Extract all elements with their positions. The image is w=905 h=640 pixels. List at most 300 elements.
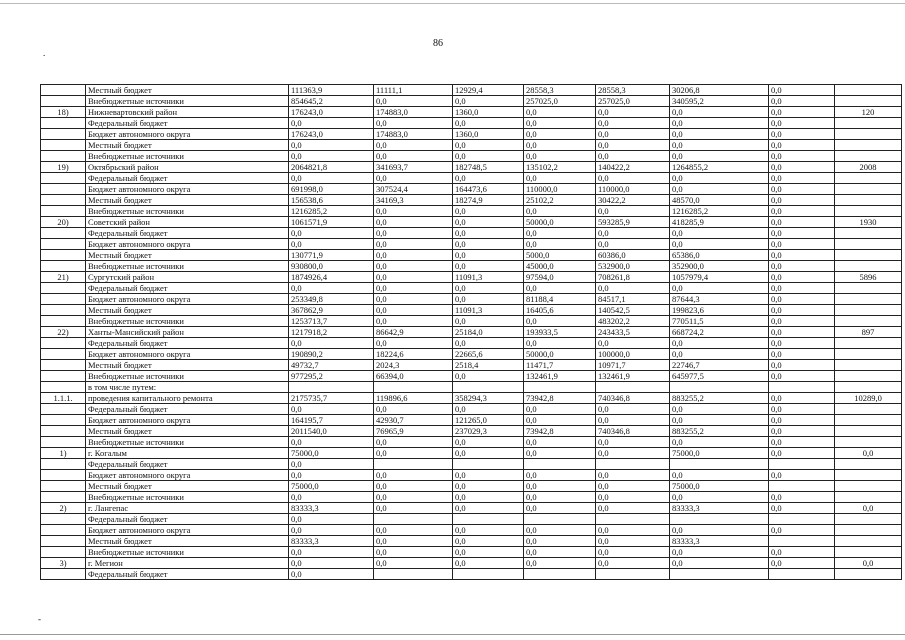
cell-year-2-value: 0,0 [453, 140, 524, 151]
cell-capacity-value [835, 206, 902, 217]
cell-year-4-value: 140422,2 [596, 162, 670, 173]
table-row [41, 569, 902, 580]
cell-year-5-value: 65386,0 [670, 250, 769, 261]
table-row [41, 217, 902, 228]
cell-total-value: 0,0 [289, 118, 374, 129]
cell-row-number: 18) [41, 107, 86, 118]
cell-row-number [41, 569, 86, 580]
cell-year-1-value: 0,0 [374, 239, 453, 250]
cell-year-3-value: 97594,0 [524, 272, 596, 283]
cell-capacity-value [835, 514, 902, 525]
cell-year-2-value: 0,0 [453, 228, 524, 239]
cell-total-value: 0,0 [289, 569, 374, 580]
cell-year-2-value: 0,0 [453, 503, 524, 514]
cell-row-number: 3) [41, 558, 86, 569]
cell-year-4-value: 0,0 [596, 129, 670, 140]
cell-capacity-value: 10289,0 [835, 393, 902, 404]
cell-year-1-value: 0,0 [374, 536, 453, 547]
cell-year-4-value: 0,0 [596, 118, 670, 129]
cell-year-3-value: 110000,0 [524, 184, 596, 195]
cell-year-2-value: 0,0 [453, 118, 524, 129]
cell-extra-value: 0,0 [769, 118, 835, 129]
table-row [41, 184, 902, 195]
cell-year-2-value: 1360,0 [453, 129, 524, 140]
cell-row-number [41, 184, 86, 195]
cell-extra-value: 0,0 [769, 371, 835, 382]
cell-row-number [41, 316, 86, 327]
cell-capacity-value [835, 184, 902, 195]
cell-year-3-value: 16405,6 [524, 305, 596, 316]
cell-total-value: 1216285,2 [289, 206, 374, 217]
cell-year-3-value: 0,0 [524, 404, 596, 415]
cell-year-5-value: 0,0 [670, 151, 769, 162]
cell-row-label: Внебюджетные источники [86, 492, 289, 503]
cell-year-5-value: 1057979,4 [670, 272, 769, 283]
cell-row-number: 20) [41, 217, 86, 228]
cell-row-number [41, 404, 86, 415]
cell-year-5-value: 0,0 [670, 173, 769, 184]
cell-year-1-value: 0,0 [374, 206, 453, 217]
cell-year-1-value: 0,0 [374, 283, 453, 294]
cell-year-5-value: 0,0 [670, 525, 769, 536]
cell-row-label: Местный бюджет [86, 426, 289, 437]
cell-row-label: г. Мегион [86, 558, 289, 569]
cell-row-label: Внебюджетные источники [86, 151, 289, 162]
cell-extra-value: 0,0 [769, 96, 835, 107]
cell-row-number [41, 206, 86, 217]
cell-year-2-value: 164473,6 [453, 184, 524, 195]
cell-capacity-value [835, 195, 902, 206]
cell-row-label: Федеральный бюджет [86, 283, 289, 294]
cell-year-1-value: 42930,7 [374, 415, 453, 426]
cell-year-2-value: 0,0 [453, 239, 524, 250]
cell-extra-value: 0,0 [769, 316, 835, 327]
cell-year-2-value: 0,0 [453, 151, 524, 162]
cell-year-4-value: 0,0 [596, 206, 670, 217]
cell-row-number: 1.1.1. [41, 393, 86, 404]
cell-row-label: Местный бюджет [86, 481, 289, 492]
cell-total-value: 0,0 [289, 459, 374, 470]
cell-year-1-value: 0,0 [374, 470, 453, 481]
cell-year-3-value: 257025,0 [524, 96, 596, 107]
cell-year-2-value: 0,0 [453, 558, 524, 569]
table-row [41, 514, 902, 525]
table-row [41, 85, 902, 96]
cell-year-4-value: 100000,0 [596, 349, 670, 360]
cell-year-4-value: 0,0 [596, 503, 670, 514]
cell-extra-value: 0,0 [769, 360, 835, 371]
cell-year-3-value: 45000,0 [524, 261, 596, 272]
cell-capacity-value [835, 525, 902, 536]
cell-year-2-value: 0,0 [453, 294, 524, 305]
cell-capacity-value: 0,0 [835, 558, 902, 569]
cell-year-4-value [596, 459, 670, 470]
cell-year-5-value: 75000,0 [670, 448, 769, 459]
cell-year-5-value: 0,0 [670, 492, 769, 503]
cell-row-number: 22) [41, 327, 86, 338]
cell-row-number [41, 118, 86, 129]
cell-row-label: проведения капитального ремонта [86, 393, 289, 404]
cell-extra-value: 0,0 [769, 173, 835, 184]
page-number: 86 [433, 38, 443, 49]
cell-row-label: Внебюджетные источники [86, 96, 289, 107]
cell-row-number: 21) [41, 272, 86, 283]
table-row [41, 162, 902, 173]
cell-row-label: Сургутский район [86, 272, 289, 283]
cell-capacity-value [835, 437, 902, 448]
table-row [41, 129, 902, 140]
cell-extra-value: 0,0 [769, 393, 835, 404]
cell-row-number [41, 228, 86, 239]
cell-year-5-value: 340595,2 [670, 96, 769, 107]
cell-capacity-value [835, 261, 902, 272]
cell-year-4-value: 60386,0 [596, 250, 670, 261]
cell-year-5-value: 770511,5 [670, 316, 769, 327]
cell-year-5-value: 352900,0 [670, 261, 769, 272]
cell-capacity-value [835, 404, 902, 415]
cell-year-5-value: 83333,3 [670, 536, 769, 547]
table-row [41, 118, 902, 129]
cell-total-value: 75000,0 [289, 448, 374, 459]
table-row [41, 316, 902, 327]
cell-extra-value: 0,0 [769, 525, 835, 536]
cell-extra-value: 0,0 [769, 195, 835, 206]
cell-year-5-value: 0,0 [670, 118, 769, 129]
cell-year-5-value: 0,0 [670, 547, 769, 558]
cell-total-value: 0,0 [289, 492, 374, 503]
cell-year-3-value: 0,0 [524, 503, 596, 514]
cell-capacity-value [835, 140, 902, 151]
cell-year-3-value: 0,0 [524, 558, 596, 569]
cell-year-1-value [374, 382, 453, 393]
table-row [41, 272, 902, 283]
cell-total-value: 0,0 [289, 151, 374, 162]
cell-capacity-value [835, 569, 902, 580]
cell-capacity-value: 5896 [835, 272, 902, 283]
table-row [41, 294, 902, 305]
cell-year-3-value: 0,0 [524, 118, 596, 129]
cell-extra-value: 0,0 [769, 338, 835, 349]
budget-table [40, 84, 902, 580]
cell-row-number: 2) [41, 503, 86, 514]
cell-year-1-value [374, 514, 453, 525]
cell-year-2-value: 0,0 [453, 96, 524, 107]
cell-row-number [41, 415, 86, 426]
cell-row-label: в том числе путем: [86, 382, 289, 393]
cell-row-number [41, 547, 86, 558]
cell-total-value: 930800,0 [289, 261, 374, 272]
cell-extra-value: 0,0 [769, 151, 835, 162]
cell-total-value: 977295,2 [289, 371, 374, 382]
cell-total-value: 1217918,2 [289, 327, 374, 338]
cell-row-label: Внебюджетные источники [86, 371, 289, 382]
table-row [41, 558, 902, 569]
cell-extra-value [769, 481, 835, 492]
cell-row-label: Федеральный бюджет [86, 569, 289, 580]
table-row [41, 173, 902, 184]
cell-extra-value [769, 536, 835, 547]
cell-year-5-value: 645977,5 [670, 371, 769, 382]
cell-row-label: Внебюджетные источники [86, 437, 289, 448]
cell-year-4-value: 0,0 [596, 415, 670, 426]
cell-year-1-value: 0,0 [374, 261, 453, 272]
cell-row-label: Бюджет автономного округа [86, 415, 289, 426]
cell-year-4-value: 0,0 [596, 437, 670, 448]
cell-year-4-value: 28558,3 [596, 85, 670, 96]
cell-year-1-value: 341693,7 [374, 162, 453, 173]
cell-extra-value: 0,0 [769, 558, 835, 569]
cell-capacity-value [835, 492, 902, 503]
cell-year-4-value: 110000,0 [596, 184, 670, 195]
cell-year-1-value: 66394,0 [374, 371, 453, 382]
cell-year-2-value: 22665,6 [453, 349, 524, 360]
table-row [41, 195, 902, 206]
cell-total-value: 2011540,0 [289, 426, 374, 437]
cell-year-2-value: 11091,3 [453, 305, 524, 316]
cell-capacity-value [835, 470, 902, 481]
cell-year-3-value: 0,0 [524, 437, 596, 448]
cell-row-label: Бюджет автономного округа [86, 239, 289, 250]
table-row [41, 327, 902, 338]
cell-year-2-value: 182748,5 [453, 162, 524, 173]
cell-year-3-value: 0,0 [524, 547, 596, 558]
cell-year-5-value [670, 569, 769, 580]
cell-row-label: Федеральный бюджет [86, 404, 289, 415]
cell-year-1-value: 0,0 [374, 503, 453, 514]
table-row [41, 96, 902, 107]
cell-row-number [41, 173, 86, 184]
cell-capacity-value: 897 [835, 327, 902, 338]
cell-row-label: Бюджет автономного округа [86, 349, 289, 360]
cell-year-4-value: 0,0 [596, 151, 670, 162]
cell-row-number [41, 536, 86, 547]
cell-row-number [41, 305, 86, 316]
cell-row-label: Советский район [86, 217, 289, 228]
cell-extra-value: 0,0 [769, 448, 835, 459]
cell-total-value [289, 382, 374, 393]
cell-year-1-value: 0,0 [374, 492, 453, 503]
cell-row-number [41, 360, 86, 371]
cell-capacity-value [835, 151, 902, 162]
cell-year-5-value: 87644,3 [670, 294, 769, 305]
cell-row-label: Местный бюджет [86, 536, 289, 547]
cell-year-2-value: 25184,0 [453, 327, 524, 338]
cell-year-4-value: 140542,5 [596, 305, 670, 316]
cell-year-3-value: 25102,2 [524, 195, 596, 206]
cell-year-5-value: 418285,9 [670, 217, 769, 228]
cell-year-2-value: 0,0 [453, 173, 524, 184]
cell-year-1-value: 307524,4 [374, 184, 453, 195]
cell-year-3-value: 0,0 [524, 415, 596, 426]
table-row [41, 371, 902, 382]
cell-year-2-value: 0,0 [453, 371, 524, 382]
cell-capacity-value: 0,0 [835, 503, 902, 514]
cell-extra-value: 0,0 [769, 492, 835, 503]
cell-row-number [41, 481, 86, 492]
cell-year-4-value: 483202,2 [596, 316, 670, 327]
cell-total-value: 0,0 [289, 283, 374, 294]
cell-year-1-value: 34169,3 [374, 195, 453, 206]
table-row [41, 393, 902, 404]
cell-year-2-value: 0,0 [453, 536, 524, 547]
cell-extra-value [769, 569, 835, 580]
cell-extra-value: 0,0 [769, 250, 835, 261]
cell-year-3-value: 0,0 [524, 536, 596, 547]
cell-row-label: Бюджет автономного округа [86, 184, 289, 195]
cell-year-2-value: 0,0 [453, 448, 524, 459]
cell-total-value: 190890,2 [289, 349, 374, 360]
cell-year-2-value [453, 459, 524, 470]
cell-extra-value: 0,0 [769, 107, 835, 118]
cell-row-label: Бюджет автономного округа [86, 294, 289, 305]
cell-year-4-value: 0,0 [596, 547, 670, 558]
cell-row-label: Внебюджетные источники [86, 547, 289, 558]
cell-extra-value: 0,0 [769, 415, 835, 426]
cell-year-2-value: 358294,3 [453, 393, 524, 404]
cell-capacity-value [835, 360, 902, 371]
cell-year-3-value: 0,0 [524, 228, 596, 239]
cell-row-number [41, 382, 86, 393]
cell-total-value: 691998,0 [289, 184, 374, 195]
cell-year-5-value: 0,0 [670, 107, 769, 118]
cell-year-4-value: 532900,0 [596, 261, 670, 272]
cell-year-1-value: 0,0 [374, 118, 453, 129]
cell-total-value: 164195,7 [289, 415, 374, 426]
cell-year-1-value: 11111,1 [374, 85, 453, 96]
table-row [41, 481, 902, 492]
cell-row-label: Местный бюджет [86, 85, 289, 96]
cell-year-1-value: 0,0 [374, 448, 453, 459]
cell-extra-value: 0,0 [769, 437, 835, 448]
cell-capacity-value [835, 118, 902, 129]
cell-year-4-value: 257025,0 [596, 96, 670, 107]
cell-year-4-value: 0,0 [596, 283, 670, 294]
cell-year-5-value [670, 382, 769, 393]
cell-year-4-value: 0,0 [596, 558, 670, 569]
cell-year-4-value: 0,0 [596, 228, 670, 239]
cell-extra-value: 0,0 [769, 239, 835, 250]
cell-total-value: 0,0 [289, 470, 374, 481]
cell-capacity-value [835, 305, 902, 316]
cell-total-value: 176243,0 [289, 129, 374, 140]
cell-extra-value: 0,0 [769, 305, 835, 316]
cell-extra-value: 0,0 [769, 129, 835, 140]
cell-row-number [41, 514, 86, 525]
cell-extra-value: 0,0 [769, 294, 835, 305]
cell-row-number [41, 426, 86, 437]
cell-row-label: Федеральный бюджет [86, 228, 289, 239]
cell-year-1-value [374, 569, 453, 580]
cell-year-4-value: 10971,7 [596, 360, 670, 371]
cell-capacity-value [835, 415, 902, 426]
cell-capacity-value [835, 371, 902, 382]
cell-year-4-value: 0,0 [596, 470, 670, 481]
cell-year-2-value: 11091,3 [453, 272, 524, 283]
cell-capacity-value [835, 459, 902, 470]
cell-row-label: Местный бюджет [86, 305, 289, 316]
cell-row-number [41, 140, 86, 151]
cell-year-4-value: 0,0 [596, 107, 670, 118]
cell-year-2-value: 0,0 [453, 206, 524, 217]
cell-row-number [41, 129, 86, 140]
cell-extra-value: 0,0 [769, 503, 835, 514]
cell-total-value: 854645,2 [289, 96, 374, 107]
cell-row-number [41, 195, 86, 206]
cell-year-3-value: 0,0 [524, 283, 596, 294]
cell-capacity-value [835, 96, 902, 107]
cell-row-label: Октябрьский район [86, 162, 289, 173]
cell-year-4-value [596, 514, 670, 525]
cell-year-2-value: 0,0 [453, 437, 524, 448]
cell-row-number [41, 349, 86, 360]
cell-row-number [41, 459, 86, 470]
cell-year-4-value: 0,0 [596, 481, 670, 492]
cell-year-2-value: 0,0 [453, 250, 524, 261]
cell-row-label: г. Когалым [86, 448, 289, 459]
cell-capacity-value [835, 547, 902, 558]
cell-year-5-value: 22746,7 [670, 360, 769, 371]
cell-year-1-value: 0,0 [374, 437, 453, 448]
cell-extra-value: 0,0 [769, 184, 835, 195]
cell-row-number [41, 492, 86, 503]
cell-year-1-value: 0,0 [374, 96, 453, 107]
cell-row-label: Федеральный бюджет [86, 173, 289, 184]
cell-year-3-value: 0,0 [524, 525, 596, 536]
cell-total-value: 0,0 [289, 547, 374, 558]
table-row [41, 536, 902, 547]
cell-capacity-value: 0,0 [835, 448, 902, 459]
cell-extra-value: 0,0 [769, 217, 835, 228]
cell-year-5-value: 83333,3 [670, 503, 769, 514]
cell-year-1-value: 0,0 [374, 140, 453, 151]
cell-year-3-value: 0,0 [524, 338, 596, 349]
cell-total-value: 83333,3 [289, 503, 374, 514]
cell-year-3-value: 0,0 [524, 129, 596, 140]
cell-year-5-value: 0,0 [670, 558, 769, 569]
cell-year-4-value [596, 382, 670, 393]
cell-row-label: Бюджет автономного округа [86, 129, 289, 140]
cell-year-2-value: 0,0 [453, 525, 524, 536]
table-row [41, 338, 902, 349]
cell-capacity-value [835, 382, 902, 393]
cell-year-5-value: 0,0 [670, 415, 769, 426]
cell-row-number [41, 151, 86, 162]
cell-year-4-value: 0,0 [596, 448, 670, 459]
cell-year-3-value: 0,0 [524, 140, 596, 151]
cell-year-2-value: 237029,3 [453, 426, 524, 437]
cell-year-2-value: 1360,0 [453, 107, 524, 118]
cell-total-value: 0,0 [289, 514, 374, 525]
cell-capacity-value [835, 426, 902, 437]
cell-year-4-value: 740346,8 [596, 426, 670, 437]
cell-year-5-value: 0,0 [670, 184, 769, 195]
cell-total-value: 0,0 [289, 404, 374, 415]
cell-total-value: 1874926,4 [289, 272, 374, 283]
table-row [41, 206, 902, 217]
cell-year-2-value: 0,0 [453, 470, 524, 481]
table-row [41, 382, 902, 393]
cell-year-2-value: 0,0 [453, 338, 524, 349]
cell-year-4-value: 593285,9 [596, 217, 670, 228]
cell-extra-value: 0,0 [769, 162, 835, 173]
cell-year-3-value: 193933,5 [524, 327, 596, 338]
table-row [41, 107, 902, 118]
cell-year-5-value: 0,0 [670, 228, 769, 239]
cell-year-3-value: 73942,8 [524, 393, 596, 404]
cell-extra-value: 0,0 [769, 547, 835, 558]
cell-year-1-value: 174883,0 [374, 107, 453, 118]
cell-year-1-value: 18224,6 [374, 349, 453, 360]
